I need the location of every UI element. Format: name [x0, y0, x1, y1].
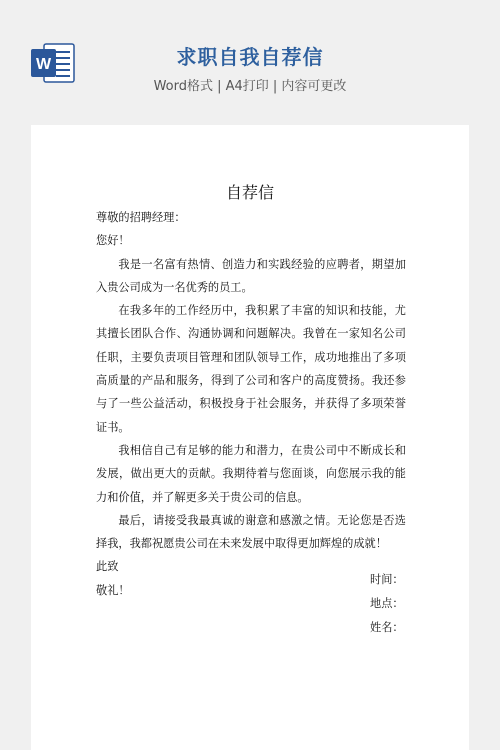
- document-body: [96, 206, 406, 602]
- closing-line-1: 此致: [96, 560, 119, 574]
- header: [0, 0, 500, 110]
- salutation: 尊敬的招聘经理：: [96, 211, 186, 224]
- word-icon-letter: W: [35, 56, 52, 73]
- signature-place-label: 地点：: [370, 597, 404, 610]
- greeting: 您好！: [96, 234, 130, 248]
- paragraph-1: 我是一名富有热情、创造力和实践经验的应聘者，期望加入贵公司成为一名优秀的员工。: [96, 257, 406, 294]
- page-title: 求职自我自荐信: [176, 45, 324, 69]
- paragraph-2: 在我多年的工作经历中，我积累了丰富的知识和技能，尤其擅长团队合作、沟通协调和问题解决。我曾在一家知名公司任职，主要负责项目管理和团队领导工作，成功地推出了多项高质量的产品和服务，得到了公司和客户的高度赞扬。我还参与了一些公益活动，积极投身于社会服务，并获得了多项荣誉证书。: [96, 304, 406, 434]
- document-page: [31, 125, 469, 750]
- signature-time-label: 时间：: [370, 573, 404, 586]
- document-title: 自荐信: [225, 183, 274, 202]
- page-subtitle: Word格式 | A4打印 | 内容可更改: [153, 79, 347, 94]
- signature-name-label: 姓名：: [370, 621, 404, 634]
- closing-line-2: 敬礼！: [96, 583, 130, 597]
- paragraph-4: 最后，请接受我最真诚的谢意和感激之情。无论您是否选择我，我都祝愿贵公司在未来发展中取得更加辉煌的成就！: [96, 513, 406, 551]
- paragraph-3: 我相信自己有足够的能力和潜力，在贵公司中不断成长和发展，做出更大的贡献。我期待着与您面谈，向您展示我的能力和价值，并了解更多关于贵公司的信息。: [96, 443, 406, 504]
